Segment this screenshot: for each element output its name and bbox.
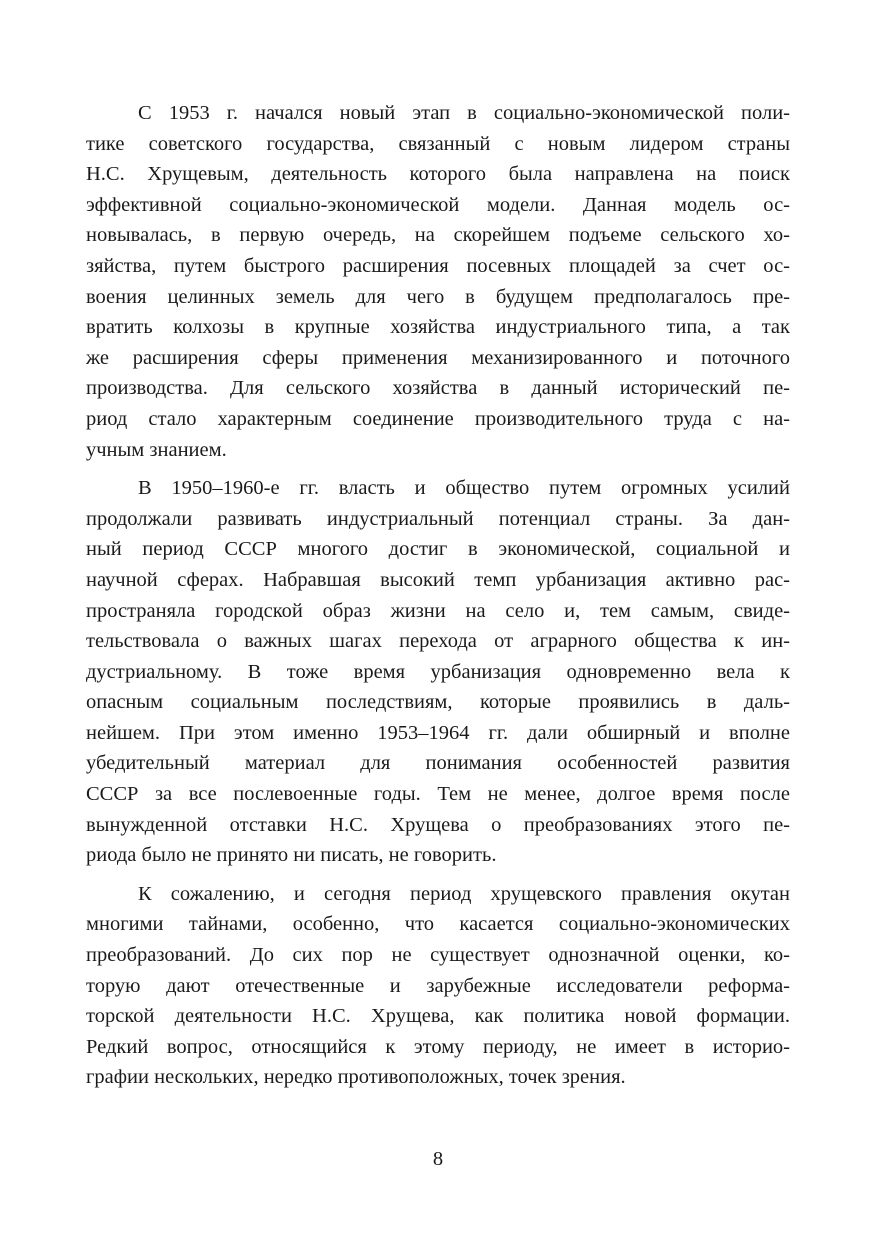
text-line: В 1950–1960-е гг. власть и общество путем огромных усилий bbox=[138, 477, 790, 500]
text-line: риода было не принято ни писать, не говорить. bbox=[86, 844, 497, 867]
text-line: многими тайнами, особенно, что касается социально-экономических bbox=[86, 913, 790, 936]
text-line: же расширения сферы применения механизированного и поточного bbox=[86, 346, 790, 369]
text-line: воения целинных земель для чего в будущем предполагалось пре- bbox=[86, 285, 790, 308]
text-line: Н.С. Хрущевым, деятельность которого была направлена на поиск bbox=[86, 163, 790, 186]
text-line: производства. Для сельского хозяйства в данный исторический пе- bbox=[86, 377, 790, 400]
text-line: пространяла городской образ жизни на село и, тем самым, свиде- bbox=[86, 599, 790, 622]
text-line: графии нескольких, нередко противоположных, точек зрения. bbox=[86, 1066, 626, 1089]
text-line: опасным социальным последствиям, которые проявились в даль- bbox=[86, 691, 790, 714]
text-line: зяйства, путем быстрого расширения посевных площадей за счет ос- bbox=[86, 254, 790, 277]
text-line: вратить колхозы в крупные хозяйства индустриального типа, а так bbox=[86, 316, 790, 339]
page-number: 8 bbox=[432, 1148, 444, 1170]
text-line: риод стало характерным соединение производительного труда с на- bbox=[86, 407, 790, 430]
text-line: тике советского государства, связанный с новым лидером страны bbox=[86, 132, 790, 155]
text-line: дустриальному. В тоже время урбанизация одновременно вела к bbox=[86, 660, 790, 683]
text-line: Редкий вопрос, относящийся к этому периоду, не имеет в историо- bbox=[86, 1035, 790, 1058]
text-line: вынужденной отставки Н.С. Хрущева о преобразованиях этого пе- bbox=[86, 813, 790, 836]
text-line: преобразований. До сих пор не существует однозначной оценки, ко- bbox=[86, 944, 790, 967]
text-line: новывалась, в первую очередь, на скорейшем подъеме сельского хо- bbox=[86, 224, 790, 247]
text-line: тельствовала о важных шагах перехода от аграрного общества к ин- bbox=[86, 630, 790, 653]
paragraph-1 bbox=[86, 98, 790, 465]
text-line: научной сферах. Набравшая высокий темп урбанизация активно рас- bbox=[86, 568, 790, 591]
text-line: учным знанием. bbox=[86, 438, 227, 461]
text-line: продолжали развивать индустриальный потенциал страны. За дан- bbox=[86, 507, 790, 530]
text-line: торую дают отечественные и зарубежные исследователи реформа- bbox=[86, 974, 790, 997]
text-line: убедительный материал для понимания особенностей развития bbox=[86, 752, 790, 775]
text-line: эффективной социально-экономической модели. Данная модель ос- bbox=[86, 193, 790, 216]
page-body bbox=[86, 98, 790, 1101]
text-line: торской деятельности Н.С. Хрущева, как политика новой формации. bbox=[86, 1005, 790, 1028]
paragraph-2 bbox=[86, 473, 790, 871]
text-line: ный период СССР многого достиг в экономической, социальной и bbox=[86, 538, 790, 561]
paragraph-3 bbox=[86, 879, 790, 1093]
text-line: нейшем. При этом именно 1953–1964 гг. дали обширный и вполне bbox=[86, 721, 790, 744]
text-line: СССР за все послевоенные годы. Тем не менее, долгое время после bbox=[86, 783, 790, 806]
text-line: К сожалению, и сегодня период хрущевского правления окутан bbox=[138, 882, 790, 905]
text-line: С 1953 г. начался новый этап в социально-экономической поли- bbox=[138, 102, 790, 124]
